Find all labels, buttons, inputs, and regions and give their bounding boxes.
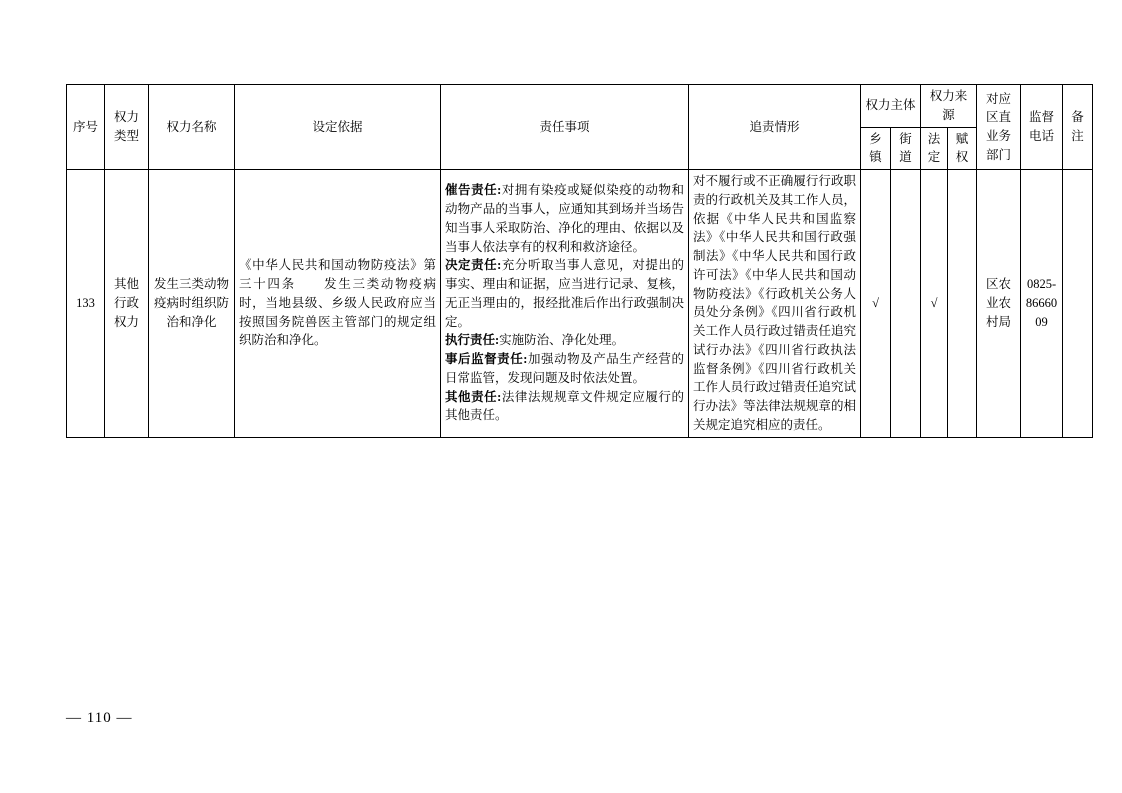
header-accountability: 追责情形 bbox=[689, 85, 861, 170]
duty-label: 事后监督责任: bbox=[445, 352, 528, 367]
duty-label: 执行责任: bbox=[445, 333, 500, 348]
cell-power-type: 其他行政权力 bbox=[105, 170, 149, 438]
table-body bbox=[67, 170, 1093, 438]
duty-label: 决定责任: bbox=[445, 258, 502, 273]
cell-remark bbox=[1063, 170, 1093, 438]
header-power-subject: 权力主体 bbox=[861, 85, 921, 128]
header-phone: 监督电话 bbox=[1021, 85, 1063, 170]
header-power-name: 权力名称 bbox=[149, 85, 235, 170]
header-power-type: 权力类型 bbox=[105, 85, 149, 170]
duty-item bbox=[445, 331, 684, 350]
duty-label: 催告责任: bbox=[445, 183, 502, 198]
cell-phone: 0825-8666009 bbox=[1021, 170, 1063, 438]
header-power-source-legal: 法定 bbox=[921, 127, 948, 170]
cell-power-source-legal: √ bbox=[921, 170, 948, 438]
header-seq: 序号 bbox=[67, 85, 105, 170]
header-dept: 对应区直业务部门 bbox=[977, 85, 1021, 170]
header-basis: 设定依据 bbox=[235, 85, 441, 170]
cell-power-subject-township: √ bbox=[861, 170, 891, 438]
cell-duties bbox=[441, 170, 689, 438]
duty-item bbox=[445, 388, 684, 426]
header-duties: 责任事项 bbox=[441, 85, 689, 170]
cell-basis: 《中华人民共和国动物防疫法》第三十四条 发生三类动物疫病时，当地县级、乡级人民政府应当按照国务院兽医主管部门的规定组织防治和净化。 bbox=[235, 170, 441, 438]
header-power-source: 权力来源 bbox=[921, 85, 977, 128]
duty-text: 充分听取当事人意见，对提出的事实、理由和证据，应当进行记录、复核，无正当理由的，报经批准后作出行政强制决定。 bbox=[445, 258, 684, 329]
duty-item bbox=[445, 181, 684, 256]
page-number: — 110 — bbox=[66, 710, 133, 726]
header-row-1 bbox=[67, 85, 1093, 128]
header-power-source-granted: 赋权 bbox=[948, 127, 977, 170]
duty-item bbox=[445, 256, 684, 331]
header-power-subject-township: 乡镇 bbox=[861, 127, 891, 170]
duty-item bbox=[445, 350, 684, 388]
table-row bbox=[67, 170, 1093, 438]
table-header bbox=[67, 85, 1093, 170]
cell-power-name: 发生三类动物疫病时组织防治和净化 bbox=[149, 170, 235, 438]
duty-label: 其他责任: bbox=[445, 389, 502, 404]
duty-text: 加强动物及产品生产经营的日常监管，发现问题及时依法处置。 bbox=[445, 352, 684, 385]
cell-power-subject-street bbox=[891, 170, 921, 438]
duty-text: 法律法规规章文件规定应履行的其他责任。 bbox=[445, 389, 684, 423]
cell-seq: 133 bbox=[67, 170, 105, 438]
cell-accountability: 对不履行或不正确履行行政职责的行政机关及其工作人员，依据《中华人民共和国监察法》《中华人民共和国行政强制法》《中华人民共和国行政许可法》《中华人民共和国动物防疫法》《行政机关公务人员处分条例》《四川省行政机关工作人员行政过错责任追究试行办法》《四川省行政执法监督条例》《四川省行政机关工作人员行政过错责任追究试行办法》等法律法规规章的相关规定追究相应的责任。 bbox=[689, 170, 861, 438]
duty-text: 对拥有染疫或疑似染疫的动物和动物产品的当事人，应通知其到场并当场告知当事人采取防治、净化的理由、依据以及当事人依法享有的权利和救济途径。 bbox=[445, 183, 684, 254]
header-power-subject-street: 街道 bbox=[891, 127, 921, 170]
cell-dept: 区农业农村局 bbox=[977, 170, 1021, 438]
header-remark: 备注 bbox=[1063, 85, 1093, 170]
cell-power-source-granted bbox=[948, 170, 977, 438]
duty-text: 实施防治、净化处理。 bbox=[499, 333, 625, 348]
power-list-table bbox=[66, 84, 1093, 438]
